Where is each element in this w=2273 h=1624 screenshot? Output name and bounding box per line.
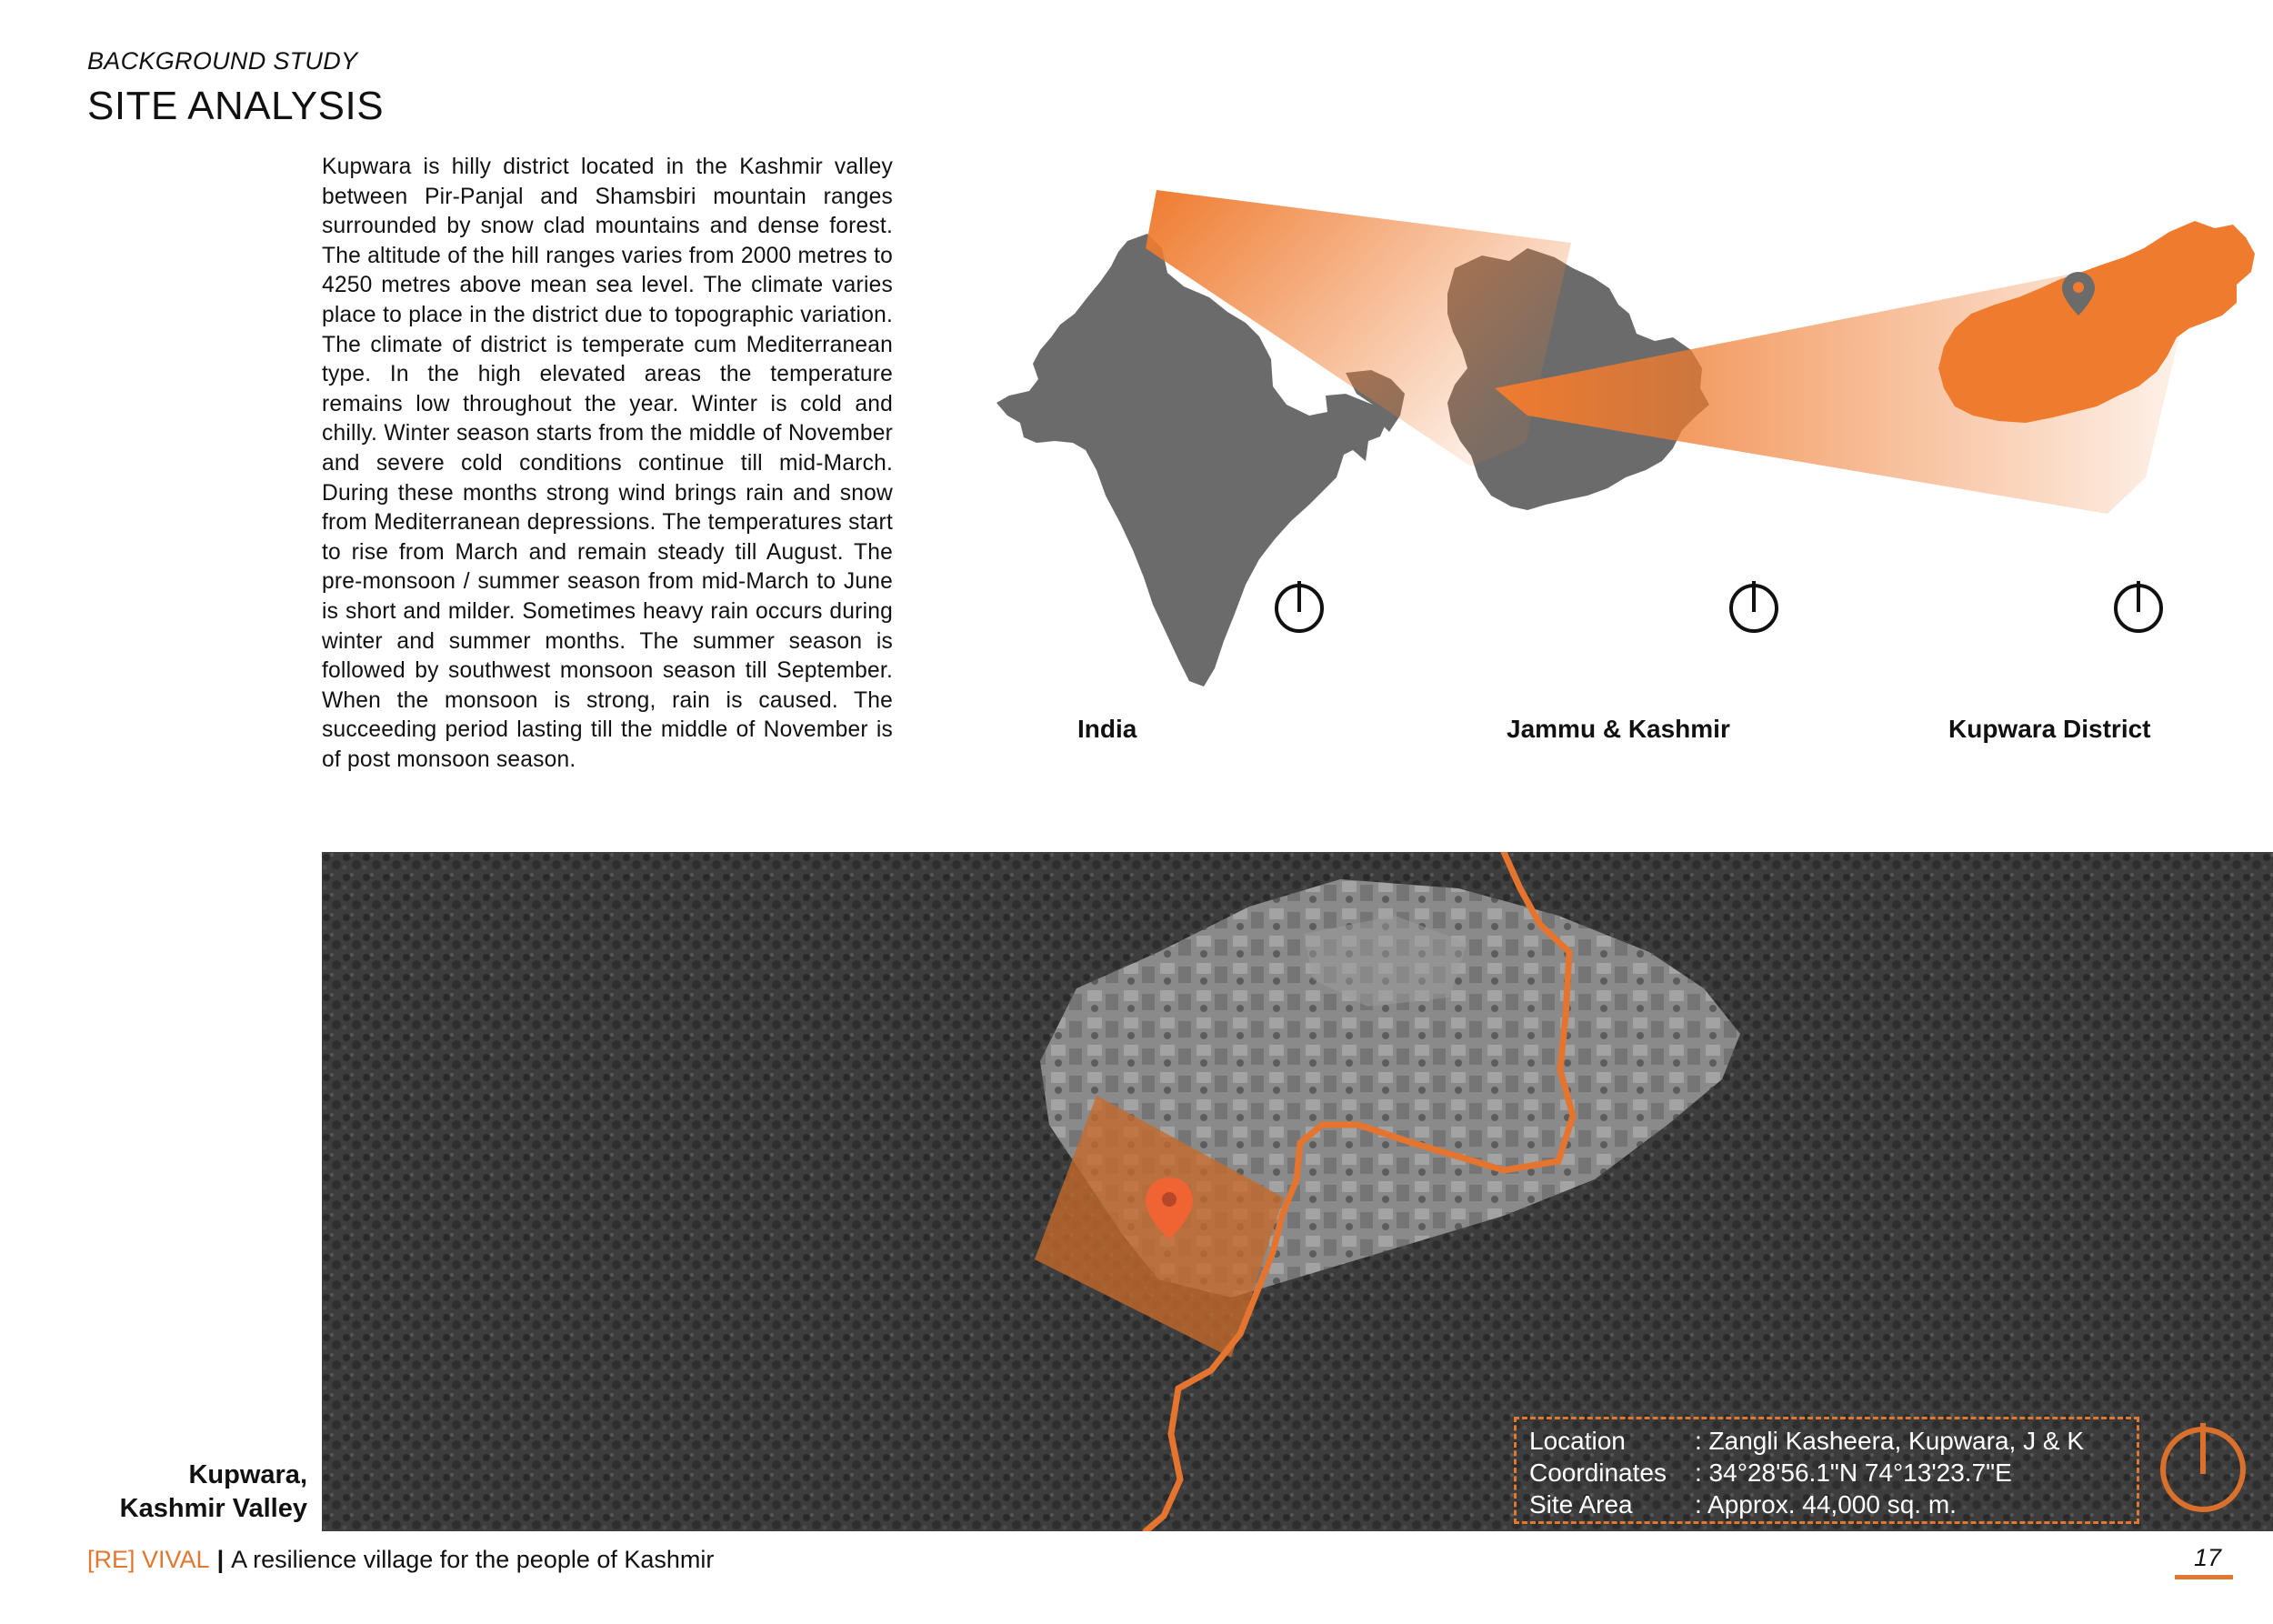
info-value: : 34°28'56.1"N 74°13'23.7"E [1695,1459,2012,1487]
site-info-row [1529,1489,2124,1520]
page-number: 17 [2193,1544,2222,1571]
info-value: : Zangli Kasheera, Kupwara, J & K [1695,1427,2084,1455]
section-kicker: BACKGROUND STUDY [87,47,358,75]
page-number-underline [2175,1575,2233,1579]
map-label-india: India [1077,715,1137,743]
map-caption [120,1459,307,1526]
info-key: Location [1529,1427,1626,1455]
map-label-kupwara: Kupwara District [1948,715,2151,743]
north-arrow-icon [1731,581,1777,631]
caption-line-2: Kashmir Valley [119,1494,307,1523]
footer-separator: | [216,1546,225,1573]
north-arrow-icon [2116,581,2161,631]
north-arrow-icon [1277,581,1322,631]
footer-brand: [RE] VIVAL [87,1546,210,1573]
footer [87,1546,714,1574]
info-value: : Approx. 44,000 sq. m. [1695,1490,1957,1519]
north-arrow-icon [2157,1423,2249,1516]
map-label-jammu-kashmir: Jammu & Kashmir [1507,715,1730,743]
page-title: SITE ANALYSIS [87,84,385,128]
kupwara-map [1938,221,2255,423]
info-key: Site Area [1529,1490,1633,1519]
site-info-row [1529,1425,2124,1457]
caption-line-1: Kupwara, [188,1460,307,1489]
location-maps [946,177,2273,705]
info-key: Coordinates [1529,1459,1667,1487]
site-description: Kupwara is hilly district located in the Kashmir valley between Pir-Panjal and Shamsbiri mountain ranges surrounded by snow clad mountains and dense forest. The altitude of the hill ranges varies from 2000 metres to 4250 metres above mean sea level. The climate varies place to place in the district due to topographic variation. The climate of district is temperate cum Mediterranean type. In the high elevated areas the temperature remains low throughout the year. Winter is cold and chilly. Winter season starts from the middle of November and severe cold conditions continue till mid-March. During these months strong wind brings rain and snow from Mediterranean depressions. The temperatures start to rise from March and remain steady till August. The pre-monsoon / summer season from mid-March to June is short and milder. Sometimes heavy rain occurs during winter and summer months. The summer season is followed by southwest monsoon season till September. When the monsoon is strong, rain is caused. The succeeding period lasting till the middle of November is of post monsoon season. [322,155,893,772]
site-info-row [1529,1457,2124,1489]
site-info-box [1514,1417,2139,1524]
footer-tagline: A resilience village for the people of Kashmir [231,1546,715,1573]
